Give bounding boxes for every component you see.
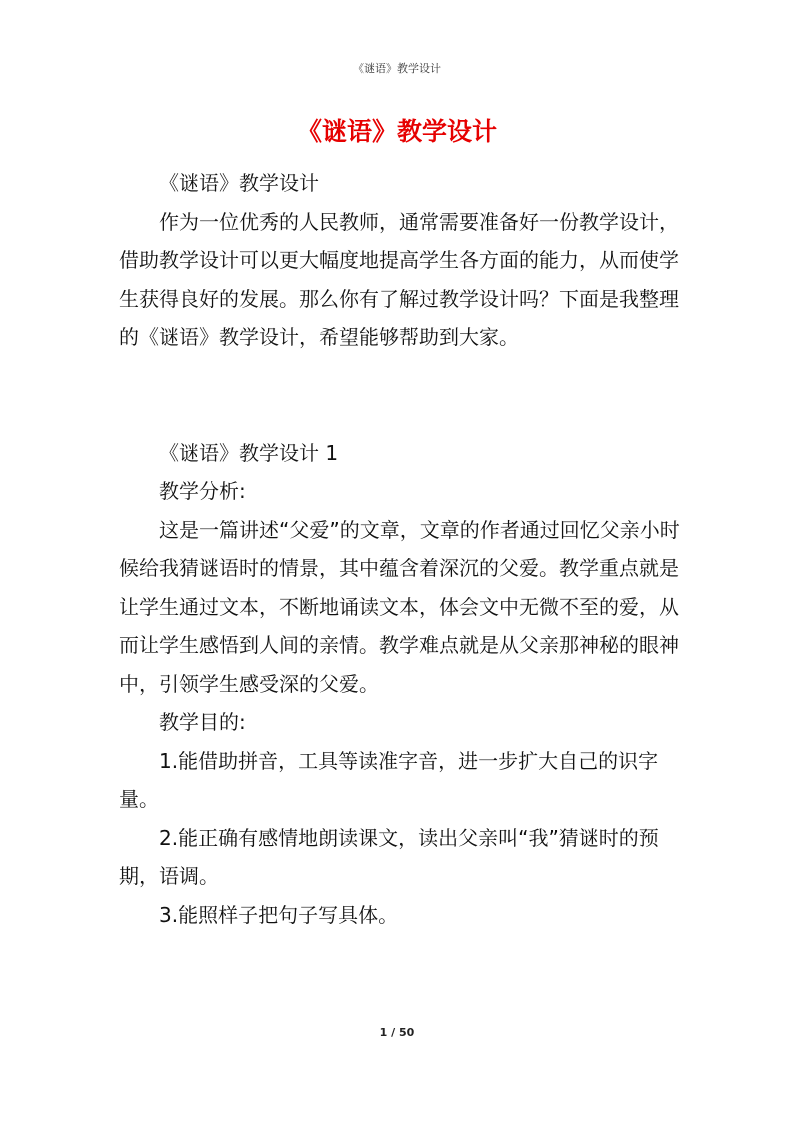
document-body xyxy=(119,164,695,934)
page-number: 1 / 50 xyxy=(379,1026,415,1039)
objective-item-2: 2.能正确有感情地朗读课文，读出父亲叫“我”猜谜时的预期，语调。 xyxy=(119,825,659,888)
analysis-heading: 教学分析: xyxy=(159,479,246,503)
running-header: 《谜语》教学设计 xyxy=(353,62,441,75)
document-title: 《谜语》教学设计 xyxy=(296,117,497,146)
intro-heading: 《谜语》教学设计 xyxy=(159,171,319,195)
analysis-paragraph: 这是一篇讲述“父爱”的文章，文章的作者通过回忆父亲小时候给我猜谜语时的情景，其中蕴含着深沉的父爱。教学重点就是让学生通过文本，不断地诵读文本，体会文中无微不至的爱，从而让学生感悟到人间的亲情。教学难点就是从父亲那神秘的眼神中，引领学生感受深的父爱。 xyxy=(119,517,680,696)
objectives-heading: 教学目的: xyxy=(159,710,246,734)
objective-item-1: 1.能借助拼音，工具等读准字音，进一步扩大自己的识字量。 xyxy=(119,748,659,811)
intro-paragraph: 作为一位优秀的人民教师，通常需要准备好一份教学设计，借助教学设计可以更大幅度地提高学生各方面的能力，从而使学生获得良好的发展。那么你有了解过教学设计吗？下面是我整理的《谜语》教学设计，希望能够帮助到大家。 xyxy=(119,209,679,349)
section-gap xyxy=(119,357,695,434)
section-heading: 《谜语》教学设计 1 xyxy=(159,440,339,465)
objective-item-3: 3.能照样子把句子写具体。 xyxy=(159,902,399,927)
